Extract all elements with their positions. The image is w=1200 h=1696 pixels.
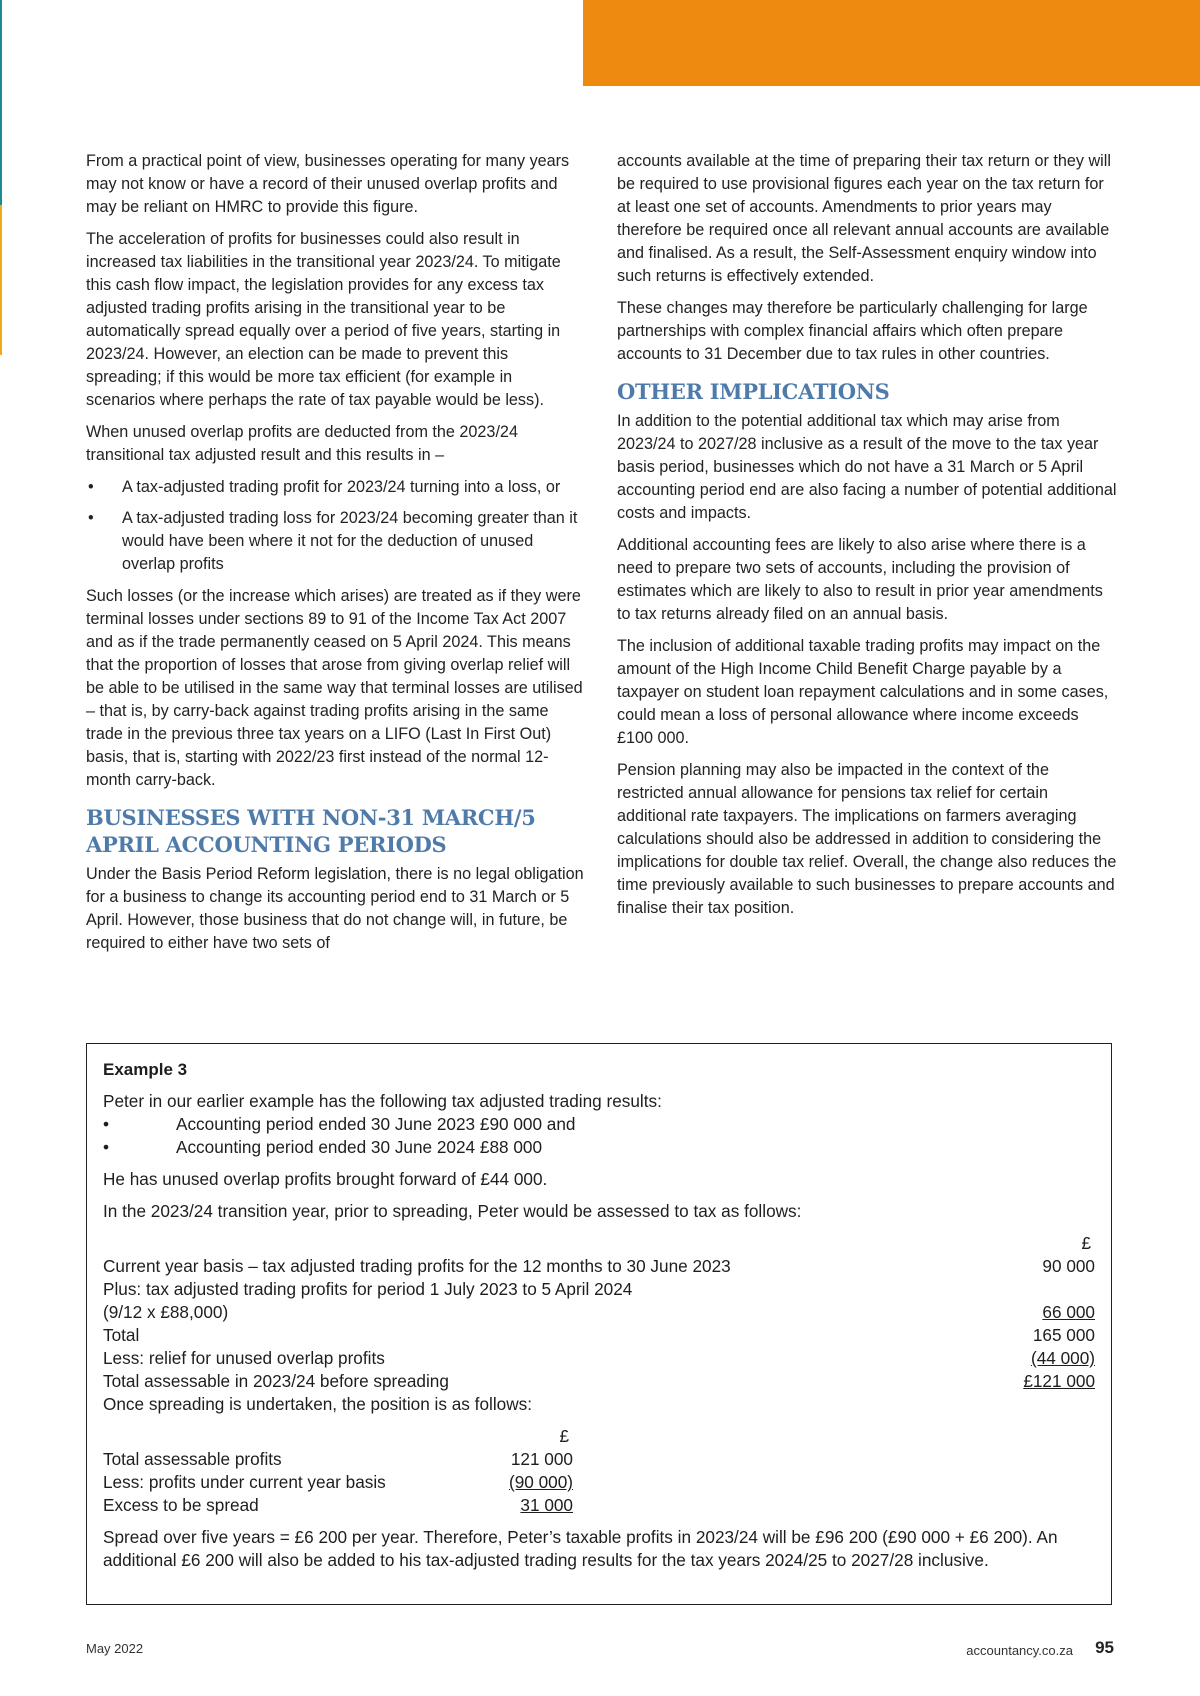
bullet-icon: • <box>103 1137 110 1157</box>
currency-header: £ <box>1081 1233 1091 1253</box>
list-item: • Accounting period ended 30 June 2023 £90 000 and <box>103 1114 576 1134</box>
bullet-icon: • <box>88 509 94 527</box>
paragraph: Additional accounting fees are likely to also arise where there is a need to prepare two sets of accounts, including the provision of estimates which are likely to also to result in prior year amendments to tax returns already filed on an annual basis. <box>617 536 1103 623</box>
paragraph: When unused overlap profits are deducted from the 2023/24 transitional tax adjusted result and this results in – <box>86 423 518 464</box>
table-row <box>103 1425 573 1448</box>
table-row <box>103 1232 1095 1255</box>
list-item: • Accounting period ended 30 June 2024 £88 000 <box>103 1137 543 1157</box>
list-item: • A tax-adjusted trading profit for 2023/24 turning into a loss, or <box>86 476 584 499</box>
table-row: Total assessable in 2023/24 before spreading £121 000 <box>103 1371 1095 1391</box>
paragraph: Under the Basis Period Reform legislation, there is no legal obligation for a business to change its accounting period end to 31 March or 5 April. However, those business that do not change will, in future, be required to either have two sets of <box>86 865 584 952</box>
assessment-table <box>103 1232 1095 1393</box>
section-heading: OTHER IMPLICATIONS <box>617 379 890 404</box>
paragraph: Such losses (or the increase which arises) are treated as if they were terminal losses under sections 89 to 91 of the Income Tax Act 2007 and as if the trade permanently ceased on 5 April 2024. This means that the proportion of losses that arose from giving overlap relief will be able to be utilised in the same way that terminal losses are utilised – that is, by carry-back against trading profits arising in the same trade in the previous three tax years on a LIFO (Last In First Out) basis, that is, starting with 2022/23 first instead of the normal 12-month carry-back. <box>86 587 583 789</box>
paragraph: accounts available at the time of preparing their tax return or they will be required to use provisional figures each year on the tax return for at least one set of accounts. Amendments to prior years may therefore be required once all relevant annual accounts are available and finalised. As a result, the Self-Assessment enquiry window into such returns is effectively extended. <box>617 152 1111 285</box>
table-row: Less: relief for unused overlap profits (44 000) <box>103 1348 1095 1368</box>
orange-header-band <box>583 0 1200 86</box>
table-row: Less: profits under current year basis (90 000) <box>103 1472 573 1492</box>
currency-header: £ <box>559 1426 569 1446</box>
overlap-text: He has unused overlap profits brought forward of £44 000. <box>103 1169 548 1189</box>
list-item: • A tax-adjusted trading loss for 2023/24 becoming greater than it would have been where it not for the deduction of unused overlap profits <box>88 509 578 573</box>
paragraph: The acceleration of profits for businesses could also result in increased tax liabilities in the transitional year 2023/24. To mitigate this cash flow impact, the legislation provides for any excess tax adjusted trading profits arising in the transitional year to be automatically spread equally over a period of five years, starting in 2023/24. However, an election can be made to prevent this spreading; if this would be more tax efficient (for example in scenarios where perhaps the rate of tax payable would be less). <box>86 230 561 409</box>
bullet-icon: • <box>88 478 94 496</box>
footer-date: May 2022 <box>86 1641 144 1656</box>
left-edge-rule-accent <box>0 205 2 355</box>
right-column <box>617 150 1117 929</box>
example-title: Example 3 <box>103 1060 188 1079</box>
example-box <box>86 1043 1112 1605</box>
paragraph: Pension planning may also be impacted in the context of the restricted annual allowance for pensions tax relief for certain additional rate taxpayers. The implications on farmers averaging calculations should also be addressed in addition to considering the implications for double tax relief. Overall, the change also reduces the time previously available to such businesses to prepare accounts and finalise their tax position. <box>617 761 1117 917</box>
table-row: Total assessable profits 121 000 <box>103 1449 573 1469</box>
example-intro: Peter in our earlier example has the following tax adjusted trading results: <box>103 1091 662 1111</box>
table-row: Plus: tax adjusted trading profits for period 1 July 2023 to 5 April 2024 <box>103 1279 633 1299</box>
table-row: Excess to be spread 31 000 <box>103 1495 573 1515</box>
paragraph: The inclusion of additional taxable trading profits may impact on the amount of the High Income Child Benefit Charge payable by a taxpayer on student loan repayment calculations and in some cases, could mean a loss of personal allowance where income exceeds £100 000. <box>617 637 1109 747</box>
section-heading: BUSINESSES WITH NON-31 MARCH/5 APRIL ACCOUNTING PERIODS <box>86 805 536 857</box>
left-column <box>86 150 584 964</box>
page-number: 95 <box>1095 1638 1114 1657</box>
table-row: Total 165 000 <box>103 1325 1095 1345</box>
table-row: Current year basis – tax adjusted trading profits for the 12 months to 30 June 2023 90 000 <box>103 1256 1095 1276</box>
footer-site: accountancy.co.za <box>966 1643 1073 1658</box>
conclusion-text: Spread over five years = £6 200 per year. Therefore, Peter’s taxable profits in 2023/24 will be £96 200 (£90 000 + £6 200). An additional £6 200 will also be added to his tax-adjusted trading results for the tax years 2024/25 to 2027/28 inclusive. <box>103 1527 1058 1570</box>
bullet-list <box>86 476 584 576</box>
paragraph: In addition to the potential additional tax which may arise from 2023/24 to 2027/28 inclusive as a result of the move to the tax year basis period, businesses which do not have a 31 March or 5 April accounting period end are also facing a number of potential additional costs and impacts. <box>617 412 1117 522</box>
paragraph: From a practical point of view, businesses operating for many years may not know or have a record of their unused overlap profits and may be reliant on HMRC to provide this figure. <box>86 152 570 216</box>
bullet-icon: • <box>103 1114 110 1134</box>
transition-text: In the 2023/24 transition year, prior to spreading, Peter would be assessed to tax as follows: <box>103 1201 802 1221</box>
spreading-text: Once spreading is undertaken, the position is as follows: <box>103 1394 532 1414</box>
table-row: (9/12 x £88,000) 66 000 <box>103 1302 1095 1322</box>
paragraph: These changes may therefore be particularly challenging for large partnerships with complex financial affairs which often prepare accounts to 31 December due to tax rules in other countries. <box>617 299 1088 363</box>
left-edge-rule <box>0 0 2 205</box>
spreading-table <box>103 1425 573 1517</box>
